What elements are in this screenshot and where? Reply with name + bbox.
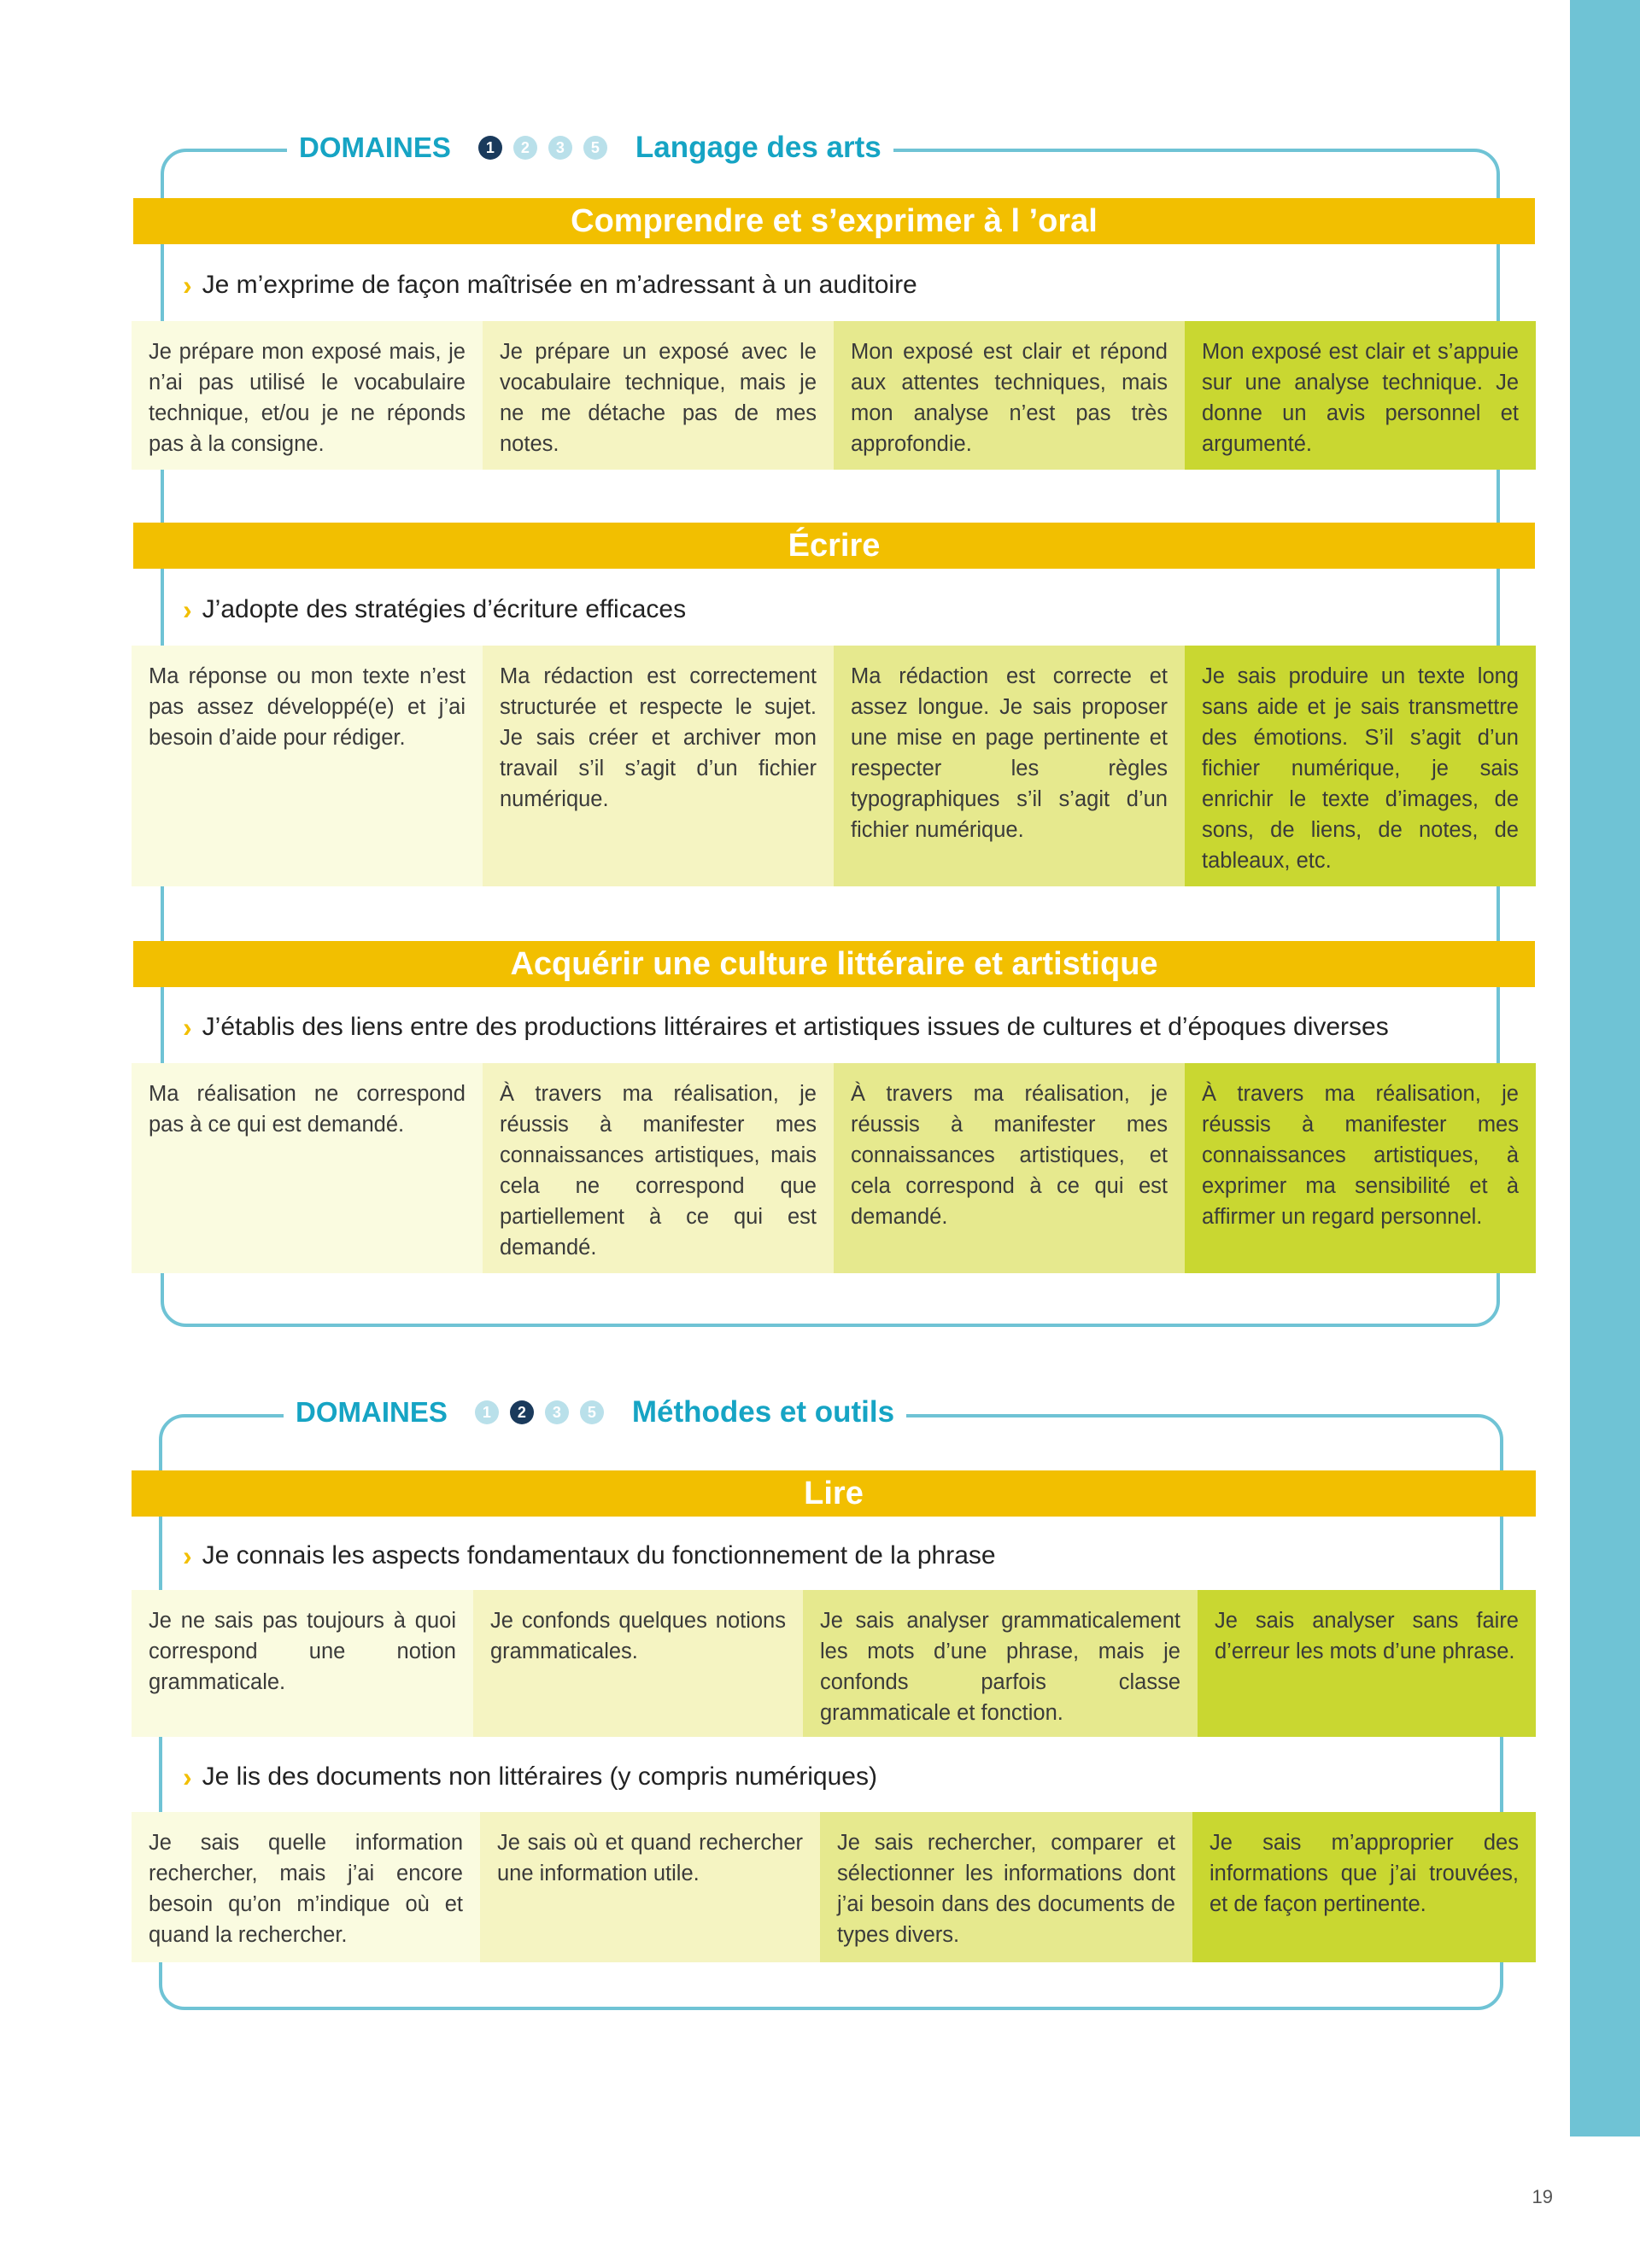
- level-cell-3: À travers ma réalisation, je réussis à manifester mes connaissances artistiques, et cela correspond à ce qui est demandé.: [834, 1063, 1185, 1273]
- level-cell-4: Je sais produire un texte long sans aide et je sais transmettre des émotions. S’il s’agit d’un fichier numérique, je sais enrichir le texte d’images, de sons, de liens, de notes, de tableaux, etc.: [1185, 646, 1536, 886]
- page-number: 19: [1532, 2186, 1553, 2207]
- skill-text: Je lis des documents non littéraires (y compris numériques): [202, 1762, 877, 1791]
- level-cell-2: Je sais où et quand rechercher une information utile.: [480, 1812, 820, 1962]
- level-cell-4: Je sais analyser sans faire d’erreur les mots d’une phrase.: [1198, 1590, 1536, 1737]
- skill-text: Je connais les aspects fondamentaux du fonctionnement de la phrase: [202, 1541, 996, 1569]
- level-row: [132, 1063, 1536, 1273]
- chevron-right-icon: ›: [183, 1011, 192, 1043]
- level-cell-3: Je sais analyser grammaticalement les mots d’une phrase, mais je confonds parfois classe grammaticale et fonction.: [803, 1590, 1198, 1737]
- level-cell-2: À travers ma réalisation, je réussis à manifester mes connaissances artistiques, mais cela ne correspond que partiellement à ce qui est demandé.: [483, 1063, 834, 1273]
- level-cell-1: Ma réalisation ne correspond pas à ce qui est demandé.: [132, 1063, 483, 1273]
- domain-dot-3: 3: [545, 1400, 569, 1424]
- block-heading-oral: Comprendre et s’exprimer à l ’oral: [133, 198, 1535, 244]
- level-cell-4: À travers ma réalisation, je réussis à manifester mes connaissances artistiques, à exprimer ma sensibilité et à affirmer un regard personnel.: [1185, 1063, 1536, 1273]
- block-heading-lire: Lire: [132, 1470, 1536, 1517]
- level-cell-2: Je confonds quelques notions grammaticales.: [473, 1590, 803, 1737]
- block-heading-culture: Acquérir une culture littéraire et artistique: [133, 941, 1535, 987]
- level-cell-3: Mon exposé est clair et répond aux attentes techniques, mais mon analyse n’est pas très approfondie.: [834, 321, 1185, 470]
- skill-text: J’établis des liens entre des productions littéraires et artistiques issues de cultures et d’époques diverses: [202, 1013, 1389, 1041]
- level-cell-2: Je prépare un exposé avec le vocabulaire technique, mais je ne me détache pas de mes notes.: [483, 321, 834, 470]
- domain-dot-5: 5: [583, 136, 607, 160]
- level-cell-3: Je sais rechercher, comparer et sélectionner les informations dont j’ai besoin dans des documents de types divers.: [820, 1812, 1192, 1962]
- skill-text: Je m’exprime de façon maîtrisée en m’adressant à un auditoire: [202, 271, 917, 299]
- domaines-label: DOMAINES: [296, 1396, 448, 1428]
- level-row: [132, 1590, 1536, 1737]
- skill-label: [183, 1758, 877, 1796]
- domain-dot-2: 2: [510, 1400, 534, 1424]
- domain-dot-2: 2: [513, 136, 537, 160]
- level-row: [132, 321, 1536, 470]
- domain-dot-3: 3: [548, 136, 572, 160]
- level-cell-3: Ma rédaction est correcte et assez longue. Je sais proposer une mise en page pertinente et respecter les règles typographiques s’il s’agit d’un fichier numérique.: [834, 646, 1185, 886]
- level-row: [132, 1812, 1536, 1962]
- domain-dot-5: 5: [580, 1400, 604, 1424]
- skill-label: [183, 591, 686, 628]
- skill-label: [183, 266, 917, 304]
- level-cell-4: Mon exposé est clair et s’appuie sur une analyse technique. Je donne un avis personnel et argumenté.: [1185, 321, 1536, 470]
- domain-dot-1: 1: [478, 136, 502, 160]
- skill-label: [183, 1537, 996, 1575]
- chevron-right-icon: ›: [183, 269, 192, 301]
- level-cell-1: Je prépare mon exposé mais, je n’ai pas utilisé le vocabulaire technique, et/ou je ne réponds pas à la consigne.: [132, 321, 483, 470]
- level-cell-1: Ma réponse ou mon texte n’est pas assez développé(e) et j’ai besoin d’aide pour rédiger.: [132, 646, 483, 886]
- chevron-right-icon: ›: [183, 1540, 192, 1571]
- chevron-right-icon: ›: [183, 1761, 192, 1792]
- level-cell-4: Je sais m’approprier des informations que j’ai trouvées, et de façon pertinente.: [1192, 1812, 1536, 1962]
- domain-dot-1: 1: [475, 1400, 499, 1424]
- level-cell-1: Je sais quelle information rechercher, mais j’ai encore besoin qu’on m’indique où et quand la rechercher.: [132, 1812, 480, 1962]
- section-header-langage-des-arts: [287, 122, 893, 173]
- chevron-right-icon: ›: [183, 593, 192, 625]
- skill-text: J’adopte des stratégies d’écriture efficaces: [202, 595, 687, 623]
- domaines-label: DOMAINES: [299, 132, 451, 163]
- skill-label: [183, 1008, 1389, 1046]
- level-cell-1: Je ne sais pas toujours à quoi correspond une notion grammaticale.: [132, 1590, 473, 1737]
- block-heading-ecrire: Écrire: [133, 523, 1535, 569]
- level-row: [132, 646, 1536, 886]
- section-title: Langage des arts: [635, 131, 882, 164]
- side-accent-bar: [1570, 0, 1640, 2136]
- level-cell-2: Ma rédaction est correctement structurée et respecte le sujet. Je sais créer et archiver mon travail s’il s’agit d’un fichier numérique.: [483, 646, 834, 886]
- section-title: Méthodes et outils: [631, 1395, 895, 1429]
- section-header-methodes-et-outils: [284, 1387, 906, 1438]
